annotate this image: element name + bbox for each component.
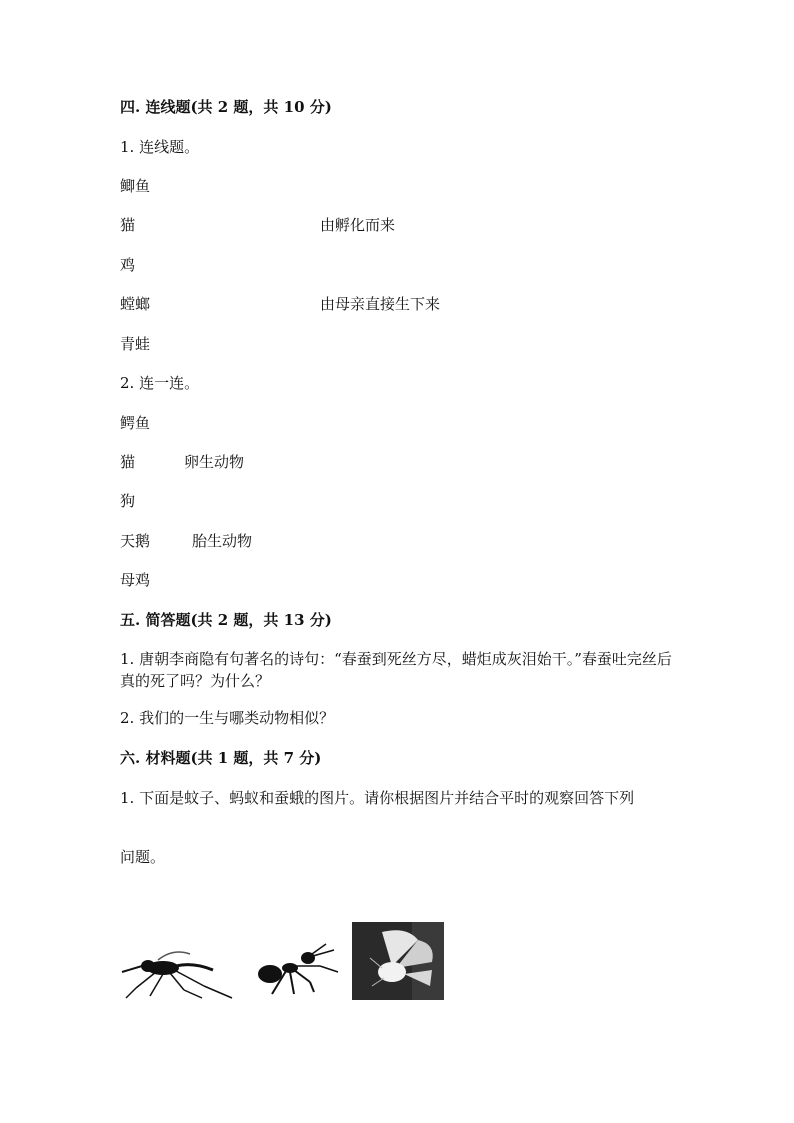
mosquito-icon: [118, 942, 238, 1004]
q1-left-item: 螳螂: [120, 295, 151, 313]
section6-q1-line2: 问题。: [120, 848, 166, 866]
section6-heading: 六. 材料题(共 1 题，共 7 分): [120, 749, 322, 767]
q2-right-item: 卵生动物: [184, 453, 245, 471]
q1-left-item: 鸡: [120, 256, 136, 274]
q2-title: 2. 连一连。: [120, 374, 200, 392]
q2-left-item: 猫: [120, 453, 136, 471]
q2-left-item: 鳄鱼: [120, 414, 151, 432]
section5-q2: 2. 我们的一生与哪类动物相似？: [120, 709, 335, 727]
q2-left-item: 天鹅: [120, 532, 151, 550]
q1-left-item: 猫: [120, 216, 136, 234]
section5-q1: 1. 唐朝李商隐有句著名的诗句：“春蚕到死丝方尽，蜡炬成灰泪始干。”春蚕吐完丝后真的死了吗？为什么？: [120, 650, 672, 690]
section6-q1-line1: 1. 下面是蚊子、蚂蚁和蚕蛾的图片。请你根据图片并结合平时的观察回答下列: [120, 789, 635, 807]
q1-right-item: 由母亲直接生下来: [320, 295, 441, 313]
silk-moth-icon: [352, 922, 444, 1000]
q1-right-item: 由孵化而来: [320, 216, 396, 234]
q1-left-item: 鲫鱼: [120, 177, 151, 195]
q2-left-item: 狗: [120, 492, 136, 510]
ant-icon: [250, 938, 342, 998]
section5-heading: 五. 简答题(共 2 题，共 13 分): [120, 611, 332, 629]
q1-left-item: 青蛙: [120, 335, 151, 353]
q2-left-item: 母鸡: [120, 571, 151, 589]
q2-right-item: 胎生动物: [192, 532, 253, 550]
section4-heading: 四. 连线题(共 2 题，共 10 分): [120, 98, 332, 116]
q1-title: 1. 连线题。: [120, 138, 200, 156]
